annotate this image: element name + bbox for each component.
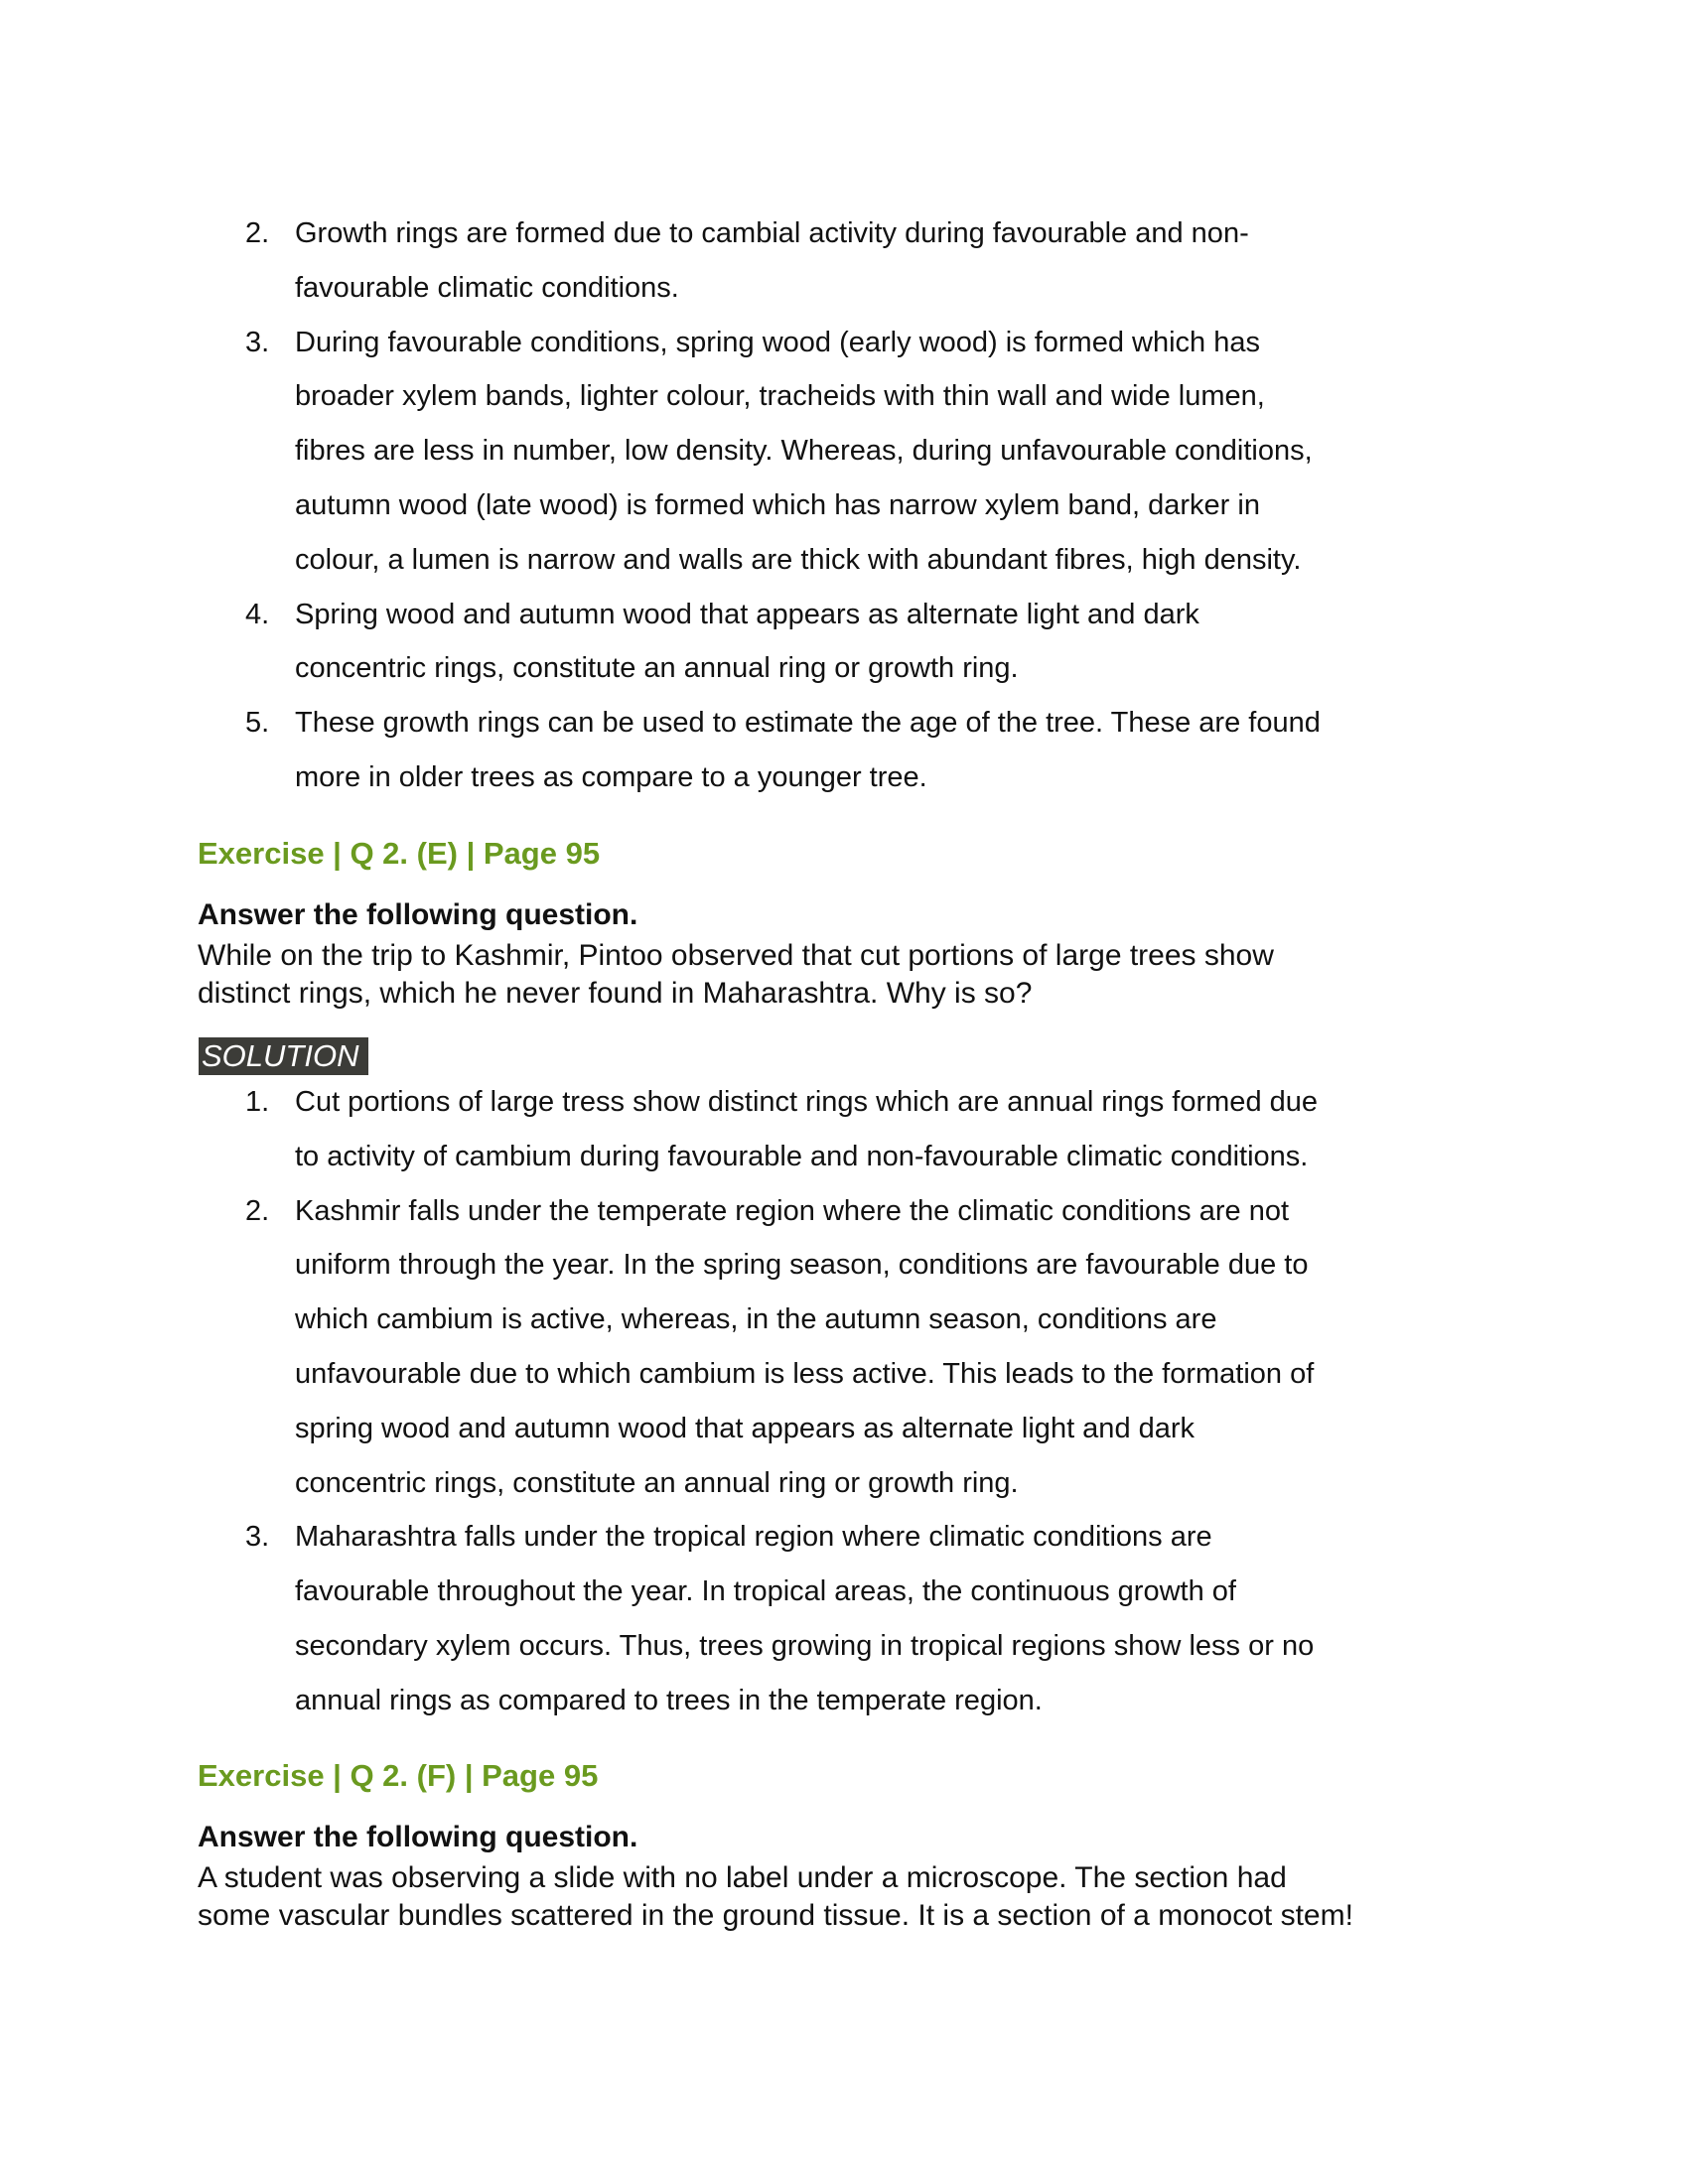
list-text-line: Maharashtra falls under the tropical region where climatic conditions are — [295, 1521, 1212, 1554]
list-text-line: Spring wood and autumn wood that appears as alternate light and dark — [295, 598, 1199, 630]
list-number: 2. — [245, 1194, 270, 1227]
list-text-line: concentric rings, constitute an annual ring or growth ring. — [295, 1466, 1019, 1499]
list-text-line: Growth rings are formed due to cambial activity during favourable and non- — [295, 217, 1249, 249]
list-number: 1. — [245, 1086, 270, 1118]
question-prompt-e: Answer the following question. — [198, 898, 638, 931]
list-text-line: favourable throughout the year. In tropical areas, the continuous growth of — [295, 1575, 1236, 1608]
question-text-f — [198, 1859, 1353, 1935]
list-text-line: unfavourable due to which cambium is less active. This leads to the formation of — [295, 1357, 1315, 1390]
exercise-heading-e: Exercise | Q 2. (E) | Page 95 — [198, 836, 601, 871]
list-text-line: annual rings as compared to trees in the temperate region. — [295, 1684, 1043, 1716]
list-text-line: secondary xylem occurs. Thus, trees growing in tropical regions show less or no — [295, 1629, 1315, 1662]
list-text-line: Cut portions of large tress show distinct rings which are annual rings formed due — [295, 1086, 1319, 1118]
list-text-line: These growth rings can be used to estimate the age of the tree. These are found — [295, 707, 1321, 740]
list-text-line: favourable climatic conditions. — [295, 271, 679, 304]
list-text-line: autumn wood (late wood) is formed which has narrow xylem band, darker in — [295, 488, 1260, 521]
question-line: A student was observing a slide with no label under a microscope. The section had — [198, 1861, 1287, 1894]
list-text-line: Kashmir falls under the temperate region where the climatic conditions are not — [295, 1194, 1290, 1227]
question-prompt-f: Answer the following question. — [198, 1821, 638, 1853]
list-number: 3. — [245, 326, 270, 358]
list-number: 5. — [245, 707, 270, 740]
solution-label: SOLUTION — [199, 1037, 368, 1075]
question-line: While on the trip to Kashmir, Pintoo observed that cut portions of large trees show — [198, 939, 1274, 972]
list-text-line: more in older trees as compare to a younger tree. — [295, 760, 927, 793]
list-text-line: concentric rings, constitute an annual ring or growth ring. — [295, 652, 1019, 685]
question-line: distinct rings, which he never found in Maharashtra. Why is so? — [198, 977, 1033, 1010]
list-text-line: which cambium is active, whereas, in the autumn season, conditions are — [295, 1303, 1217, 1336]
list-text-line: colour, a lumen is narrow and walls are thick with abundant fibres, high density. — [295, 543, 1302, 576]
list-number: 2. — [245, 217, 270, 249]
list-number: 4. — [245, 598, 270, 630]
list-text-line: uniform through the year. In the spring season, conditions are favourable due to — [295, 1249, 1309, 1282]
exercise-heading-f: Exercise | Q 2. (F) | Page 95 — [198, 1758, 599, 1793]
list-text-line: to activity of cambium during favourable and non-favourable climatic conditions. — [295, 1140, 1309, 1172]
question-line: some vascular bundles scattered in the ground tissue. It is a section of a monocot stem! — [198, 1899, 1353, 1932]
list-text-line: broader xylem bands, lighter colour, tracheids with thin wall and wide lumen, — [295, 380, 1265, 413]
list-text-line: During favourable conditions, spring wood (early wood) is formed which has — [295, 326, 1260, 358]
question-text-e — [198, 937, 1274, 1013]
list-text-line: spring wood and autumn wood that appears as alternate light and dark — [295, 1412, 1196, 1444]
list-number: 3. — [245, 1521, 270, 1554]
list-text-line: fibres are less in number, low density. Whereas, during unfavourable conditions, — [295, 435, 1313, 468]
